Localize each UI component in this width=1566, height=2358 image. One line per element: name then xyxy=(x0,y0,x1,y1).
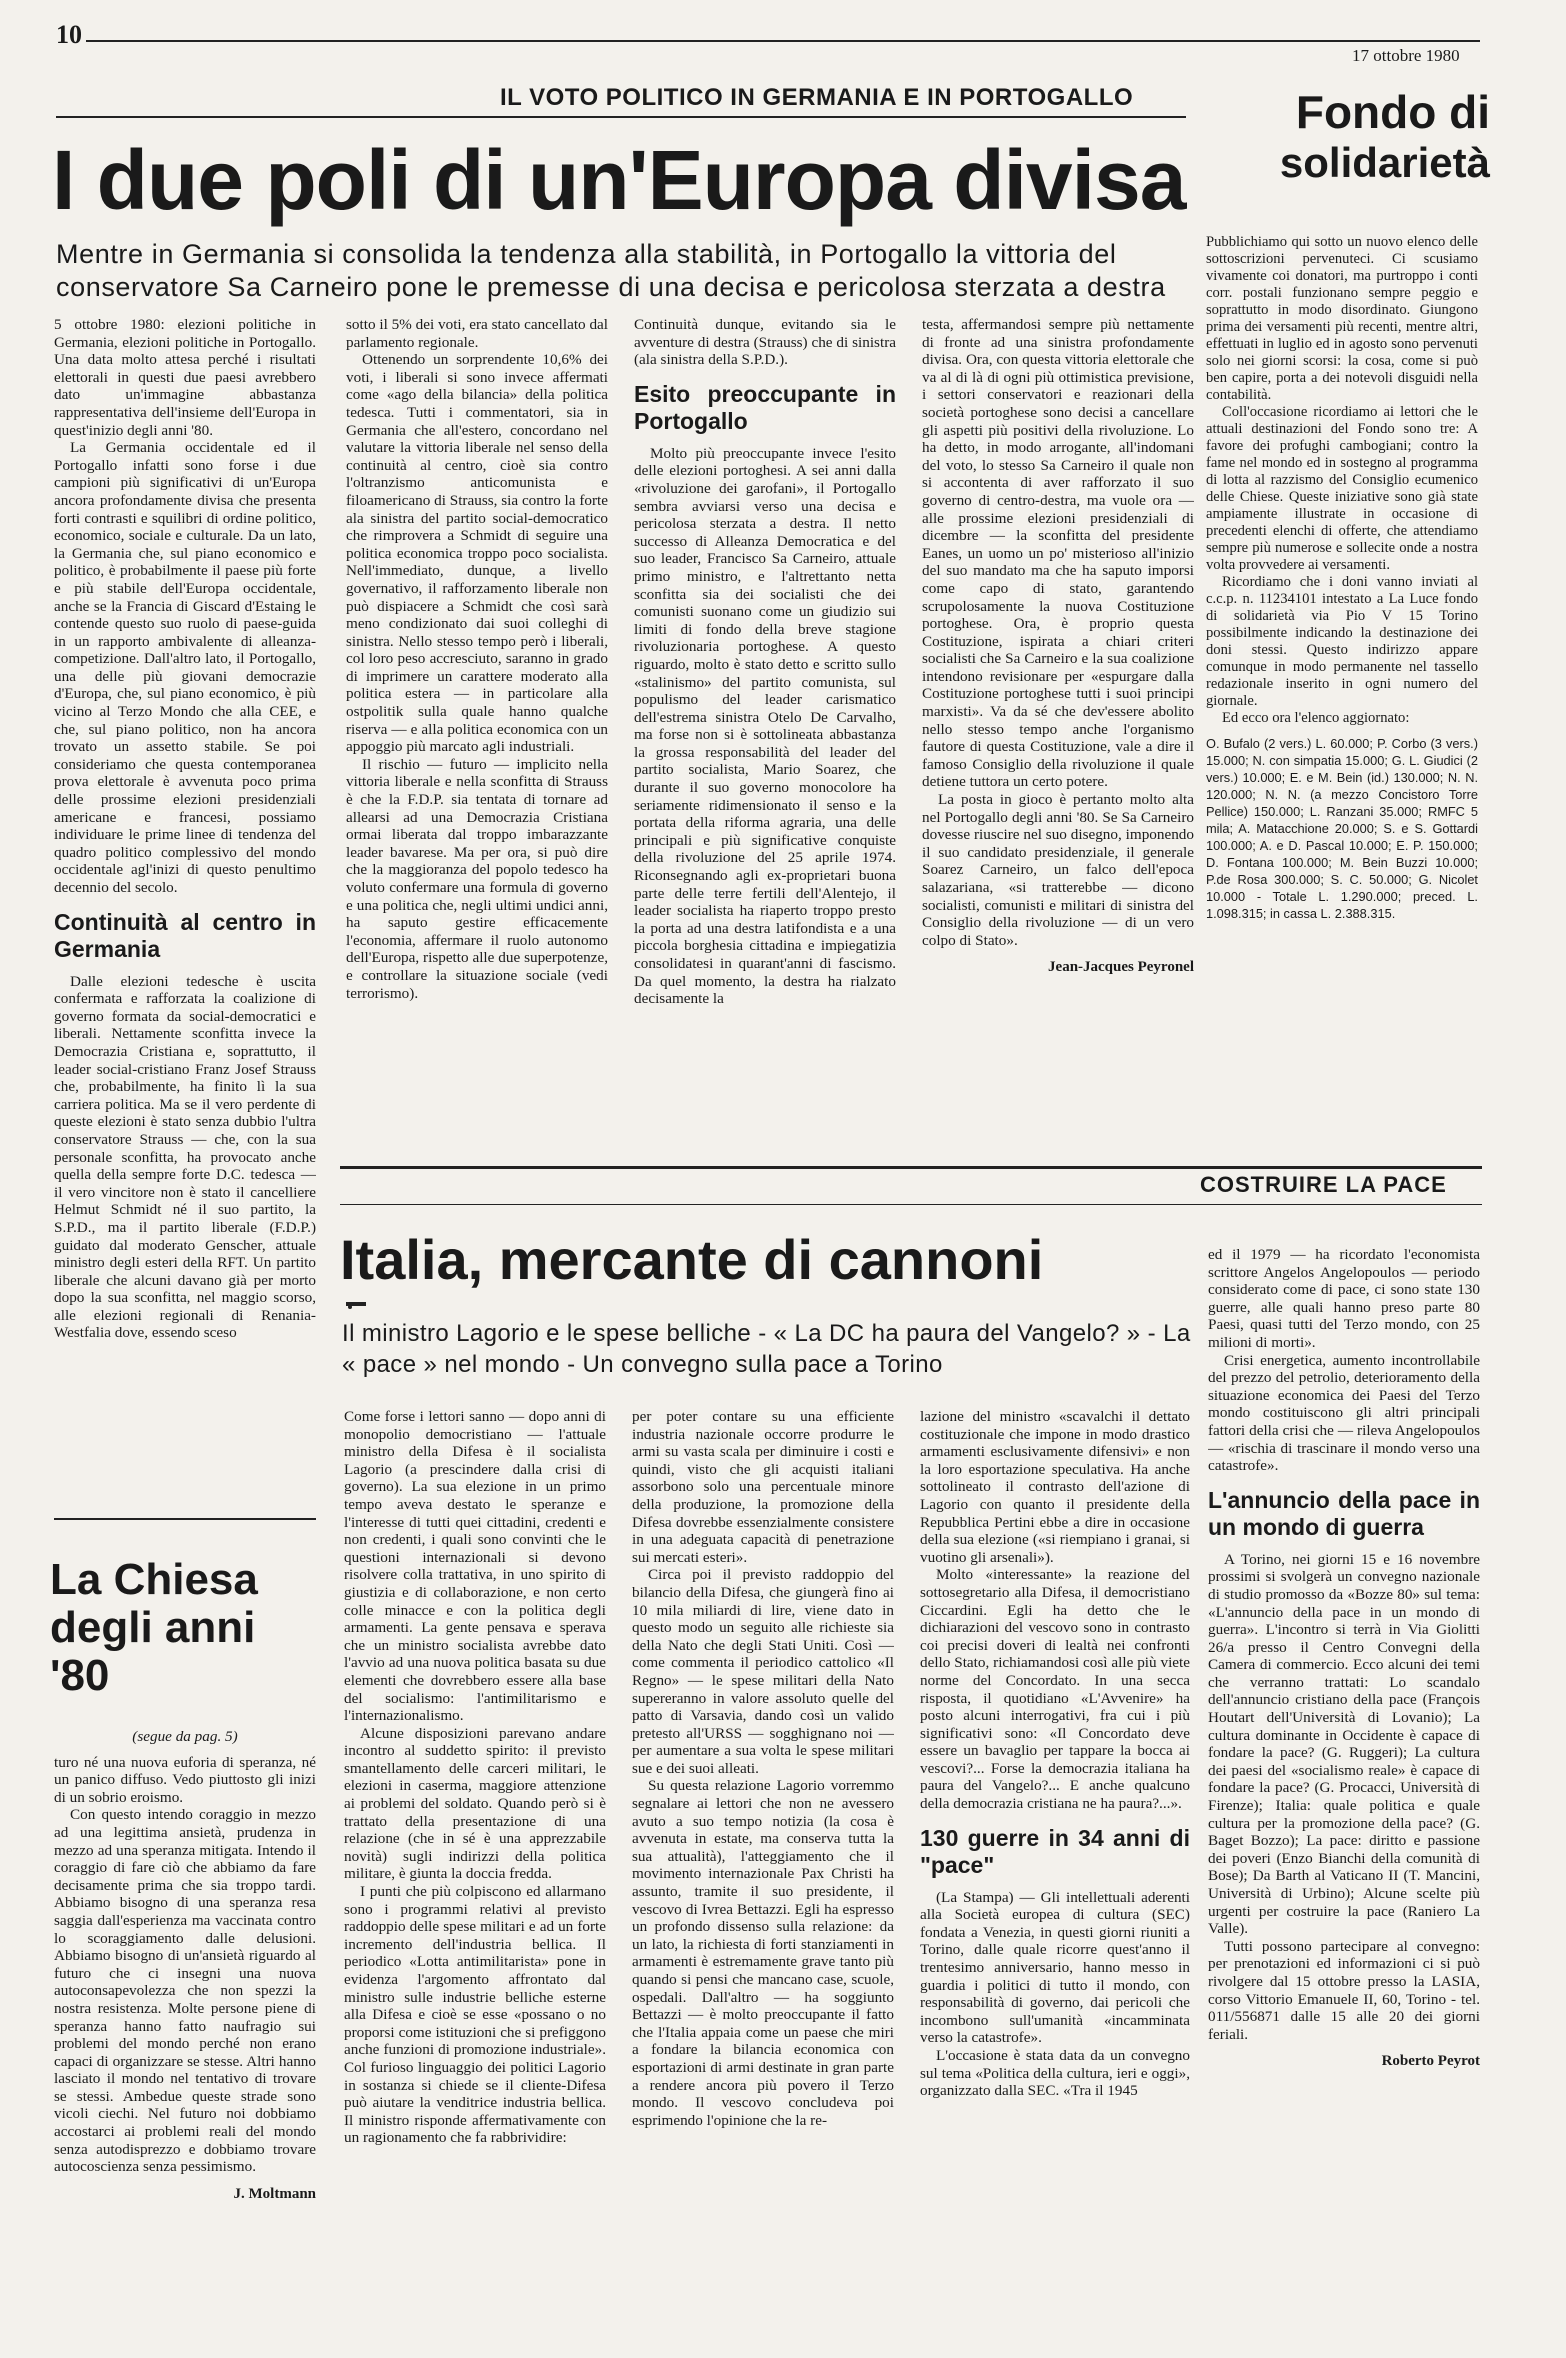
paragraph: Crisi energetica, aumento incontrollabile del prezzo del petrolio, deterioramento della situazione economica dei Paesi del Terzo mondo costituiscono gli altri principali fattori della crisi che — rileva Angelopoulos — «rischia di trascinare il mondo verso una catastrofe». xyxy=(1208,1351,1480,1475)
paragraph: I punti che più colpiscono ed allarmano sono i programmi relativi al previsto raddoppio delle spese militari e ad un forte incremento dell'industria bellica. Il periodico «Lotta antimilitarista» pone in evidenza l'argomento affrontato dal ministro sulle industrie belliche esterne alla Difesa e cioè se esse «possano o no proporsi come istituzioni che si prefiggono anche funzioni di promozione industriale». Col furioso linguaggio dei politici Lagorio in sostanza si chiede se il cliente-Difesa può aiutare la venditrice industria bellica. Il ministro risponde affermativamente con un ragionamento che fa rabbrividire: xyxy=(344,1883,606,2147)
paragraph: La Germania occidentale ed il Portogallo infatti sono forse i due campioni più significativi di un'Europa ancora profondamente divisa che presenta forti contrasti e squilibri di ordine politico, economico, sociale e culturale. Da un lato, la Germania che, sul piano economico e politico, è probabilmente il paese più forte e più stabile dell'Europa occidentale, anche se la Francia di Giscard d'Estaing le contende questo suo ruolo di paese-guida in un rapporto ambivalente di alleanza-competizione. Dall'altro lato, il Portogallo, una delle più giovani democrazie d'Europa, che, sul piano economico, è più vicino al Terzo Mondo che alla CEE, e che, sul piano politico, non ha ancora trovato un assetto stabile. Se poi consideriamo che questa contemporanea prova elettorale è avvenuta poco prima delle prossime elezioni presidenziali americane e francesi, possiamo individuare le prime linee di tendenza del quadro politico complessivo del mondo occidentale agl'inizi di questo penultimo decennio del secolo. xyxy=(54,439,316,896)
paragraph: (La Stampa) — Gli intellettuali aderenti alla Società europea di cultura (SEC) fondata a Venezia, in questi giorni riuniti a Torino, dalle quale ricorre quest'anno il trentesimo anniversario, hanno messo in guardia i politici di tutto il mondo, con responsabilità di governo, dai pericoli che incombono sull'umanità «incamminata verso la catastrofe». xyxy=(920,1888,1190,2047)
subheading: Esito preoccupante in Portogallo xyxy=(634,380,896,434)
paragraph: Tutti possono partecipare al convegno: per prenotazioni ed informazioni ci si può rivolgere dal 15 ottobre presso la LASIA, corso Vittorio Emanuele II, 60, Torino - tel. 011/556871 dalle 15 alle 20 dei giorni feriali. xyxy=(1208,1937,1480,2043)
signature: Jean-Jacques Peyronel xyxy=(1048,959,1194,976)
article2-col2 xyxy=(632,1408,894,2328)
fondo-title-line1: Fondo di xyxy=(1295,86,1490,138)
article1-subhead: Mentre in Germania si consolida la tendenza alla stabilità, in Portogallo la vittoria del conservatore Sa Carneiro pone le premesse di una decisa e pericolosa sterzata a destra xyxy=(56,239,1166,302)
paragraph: Circa poi il previsto raddoppio del bilancio della Difesa, che giungerà fino ai 10 mila miliardi di lire, viene dato in questo modo un seguito alle richieste sia della Nato che degli Stati Uniti. Così — come commenta il periodico cattolico «Il Regno» — le spese militari della Nato supereranno in valore assoluto quelle del patto di Varsavia, dando così un valido pretesto all'URSS — sogghignano noi — per aumentare a sua volta le spese militari sue e dei suoi alleati. xyxy=(632,1566,894,1777)
chiesa-rule xyxy=(54,1518,316,1520)
paragraph: ed il 1979 — ha ricordato l'economista scrittore Angelos Angelopoulos — periodo considerato come di pace, ci sono state 130 guerre, alle quali hanno preso parte 80 Paesi, quasi tutti del Terzo mondo, con 25 milioni di morti». xyxy=(1208,1246,1480,1351)
article1-headline: I due poli di un'Europa divisa xyxy=(52,133,1186,227)
subheading: Continuità al centro in Germania xyxy=(54,908,316,962)
paragraph: L'occasione è stata data da un convegno sul tema «Politica della cultura, ieri e oggi», organizzato dalla SEC. «Tra il 1945 xyxy=(920,2047,1190,2100)
paragraph: Coll'occasione ricordiamo ai lettori che le attuali destinazioni del Fondo sono tre: A favore dei profughi cambogiani; contro la fame nel mondo ed in sostegno al programma di lotta al razzismo del Consiglio ecumenico delle Chiese. Queste iniziative sono già state ampiamente illustrate in occasione di precedenti elenchi di offerte, che attendiamo sempre più numerose e sollecite onde a nostra volta provvedere ai versamenti. xyxy=(1206,404,1478,573)
kicker-rule xyxy=(56,116,1186,118)
subheading: L'annuncio della pace in un mondo di guerra xyxy=(1208,1486,1480,1540)
continuation-note: (segue da pag. 5) xyxy=(132,1728,238,1745)
paragraph: Pubblichiamo qui sotto un nuovo elenco delle sottoscrizioni pervenuteci. Ci scusiamo vivamente coi donatori, ma purtroppo i conti corr. postali funzionano sempre peggio e soprattutto in modo disordinato. Giungono prima dei versamenti più recenti, mentre altri, effettuati in luglio ed in agosto sono pervenuti solo nei giorni scorsi: la cosa, come si può ben capire, porta a dei notevoli disguidi nella contabilità. xyxy=(1206,234,1478,403)
article1-col1 xyxy=(54,316,316,1516)
paragraph: Continuità dunque, evitando sia le avventure di destra (Strauss) che di sinistra (ala sinistra della S.P.D.). xyxy=(634,316,896,369)
article2-col3 xyxy=(920,1408,1190,2328)
signature: Roberto Peyrot xyxy=(1381,2053,1480,2070)
article2-subhead: Il ministro Lagorio e le spese belliche - « La DC ha paura del Vangelo? » - La « pace » nel mondo - Un convegno sulla pace a Torino xyxy=(342,1320,1191,1378)
article1-col2 xyxy=(346,316,608,1136)
paragraph: Ed ecco ora l'elenco aggiornato: xyxy=(1222,710,1410,726)
article1-col3 xyxy=(634,316,896,1136)
section-rule xyxy=(340,1166,1482,1169)
fondo-title-line2: solidarietà xyxy=(1279,139,1490,186)
paragraph: testa, affermandosi sempre più nettamente di fronte ad una sinistra profondamente divisa. Ora, con questa vittoria elettorale che va al di là di ogni più ottimistica previsione, i settori conservatori e reazionari della società portoghese sono decisi a cancellare gli aspetti più positivi della rivoluzione. Lo ha detto, in modo arrogante, all'indomani del voto, lo stesso Sa Carneiro il quale non si accontenta di aver rafforzato il suo governo di centro-destra, ma vuole ora — alle prossime elezioni presidenziali di dicembre — la sconfitta del presidente Eanes, un uomo un po' misterioso all'inizio del suo mandato ma che ha saputo imporsi come capo di stato, garantendo scrupolosamente la nuova Costituzione portoghese. Ora, è proprio questa Costituzione, ispirata a chiari criteri socialisti che Sa Carneiro e la sua coalizione intendono revisionare per «espurgare dalla Costituzione portoghese tutti i suoi principi marxisti». Va da sé che dev'essere abolito nello stesso tempo anche l'organismo fautore di questa Costituzione, vale a dire il famoso Consiglio della rivoluzione il quale detiene tuttora un certo potere. xyxy=(922,316,1194,791)
article2-kicker: COSTRUIRE LA PACE xyxy=(1200,1172,1447,1197)
article1-col4 xyxy=(922,316,1194,1136)
fondo-title xyxy=(1210,86,1490,188)
article2-headline: Italia, mercante di cannoni xyxy=(340,1228,1044,1291)
fondo-body xyxy=(1206,234,1478,1134)
signature: J. Moltmann xyxy=(233,2185,316,2202)
paragraph: Dalle elezioni tedesche è uscita confermata e rafforzata la coalizione di governo formata da social-democratici e liberali. Nettamente sconfitta invece la Democrazia Cristiana e, soprattutto, il leader social-cristiano Franz Josef Strauss che, probabilmente, ha finito lì la sua carriera politica. Ma se il vero perdente di queste elezioni è stato senza dubbio l'ultra conservatore Strauss — che, con la sua personale sconfitta, ha provocato anche quella della sempre forte D.C. tedesca — il vero vincitore non è stato il cancelliere Helmut Schmidt né il suo partito, la S.P.D., ma il partito liberale (F.D.P.) guidato dal moderato Genscher, attuale ministro degli esteri della RFT. Un partito liberale che alcuni davano già per morto dopo la sua sconfitta, nel maggio scorso, alle elezioni regionali di Renania-Westfalia dove, essendo sceso xyxy=(54,972,316,1342)
paragraph: Ottenendo un sorprendente 10,6% dei voti, i liberali si sono invece affermati come «ago della bilancia» della politica tedesca. Tutti i commentatori, sia in Germania che all'estero, concordano nel valutare la vittoria liberale nel senso della continuità al centro, cioè sia contro l'oltranzismo anticomunista e filoamericano di Strauss, sia contro la forte ala sinistra del partito social-democratico che rimprovera a Schmidt di seguire una politica economica troppo poco socialista. Nell'immediato, dunque, a livello governativo, il rafforzamento liberale non può dispiacere a Schmidt che così sarà meno condizionato dai suoi colleghi di sinistra. Nello stesso tempo però i liberali, col loro peso accresciuto, saranno in grado di imprimere un carattere moderato alla politica estera — in particolare alla ostpolitik sulla quale hanno qualche riserva — e alla politica economica con un appoggio più marcato agli industriali. xyxy=(346,351,608,756)
paragraph: A Torino, nei giorni 15 e 16 novembre prossimi si svolgerà un convegno nazionale di studio promosso da «Bozze 80» sul tema: «L'annuncio della pace in un mondo di guerra». L'incontro si terrà in Via Giolitti 26/a presso il Centro Convegni della Camera di commercio. Ecco alcuni dei temi che verranno trattati: Lo scandalo dell'annuncio cristiano della pace (François Houtart dell'Università di Lovanio); La cultura dominante in Occidente è capace di fondare la pace? (G. Ruggeri); La cultura dei paesi del «socialismo reale» è capace di fondare la pace? (G. Procacci, Università di Firenze); Italia: quale politica e quale cultura per la promozione della pace? (G. Baget Bozzo); La pace: diritto e passione dei poveri (Enzo Bianchi della comunità di Bose); Da Barth al Vaticano II (T. Mancini, Università di Urbino); Alcune scelte più urgenti per costruire la pace (Raniero La Valle). xyxy=(1208,1550,1480,1938)
paragraph: Con questo intendo coraggio in mezzo ad una legittima ansietà, prudenza in mezzo ad una speranza mitigata. Intendo il coraggio di fare ciò che abbiamo da fare decisamente prima che sia troppo tardi. Abbiamo bisogno di una speranza resa saggia dall'esperienza ma vaccinata contro lo scoraggiamento dalle delusioni. Abbiamo bisogno di un'ansietà riguardo al futuro che ci insegni una nuova autoconsapevolezza che non spezzi la nostra resistenza. Molte persone piene di speranza hanno fatto naufragio sui problemi del mondo perché non erano capaci di organizzare se stesse. Altri hanno lasciato il mondo nel tentativo di trovare se stessi. Ambedue queste strade sono vicoli ciechi. Nel futuro noi dobbiamo accostarci ai problemi reali del mondo senza autodisprezzo e dobbiamo trovare autocoscienza senza pessimismo. xyxy=(54,1806,316,2176)
paragraph: Il rischio — futuro — implicito nella vittoria liberale e nella sconfitta di Strauss è che la F.D.P. sia tentata di tornare ad allearsi ad una Democrazia Cristiana ormai liberata dal troppo imbarazzante leader bavarese. Ma per ora, si può dire che la maggioranza del popolo tedesco ha voluto confermare una formula di governo e una politica che, negli ultimi undici anni, ha saputo gestire efficacemente l'economia, affermare il ruolo autonomo dell'Europa, rispetto alle due superpotenze, e controllare la situazione sociale (vedi terrorismo). xyxy=(346,755,608,1002)
subheading: 130 guerre in 34 anni di "pace" xyxy=(920,1824,1190,1878)
paragraph: 5 ottobre 1980: elezioni politiche in Germania, elezioni politiche in Portogallo. Una data molto attesa perché i risultati elettorali in questi due paesi avrebbero dato un'immagine abbastanza rappresentativa dell'insieme dell'Europa in quest'inizio degli anni '80. xyxy=(54,316,316,439)
paragraph: turo né una nuova euforia di speranza, né un panico diffuso. Vedo piuttosto gli inizi di un sobrio eroismo. xyxy=(54,1753,316,1806)
donor-list: O. Bufalo (2 vers.) L. 60.000; P. Corbo (3 vers.) 15.000; N. con simpatia 15.000; G. L. Giudici (2 vers.) 10.000; E. e M. Bein (id.) 130.000; N. N. 120.000; N. N. (a mezzo Concistoro Torre Pellice) 150.000; L. Ranzani 35.000; RMFC 5 mila; A. Matacchione 20.000; S. e S. Gottardi 100.000; A. e D. Pascal 10.000; E. P. 150.000; D. Fontana 100.000; M. Bein Buzzi 10.000; P.de Rosa 300.000; S. C. 50.000; G. Nicolet 10.000 - Totale L. 1.290.000; preced. L. 1.098.315; in cassa L. 2.388.315. xyxy=(1206,736,1478,921)
chiesa-title: La Chiesa degli anni '80 xyxy=(50,1555,258,1700)
paragraph: Molto «interessante» la reazione del sottosegretario alla Difesa, il democristiano Ciccardini. Egli ha detto che le dichiarazioni del vescovo sono in contrasto coi precisi doveri di lealtà nei confronti dello Stato, richiamandosi così alle più viete norme del Concordato. In una secca risposta, il quotidiano «L'Avvenire» ha posto alcuni interrogativi, fra cui i più significativi sono: «Il Concordato deve essere un bavaglio per tappare la bocca ai vescovi?... Forse la democrazia italiana ha paura del Vangelo?... E anche qualcuno della democrazia cristiana ne ha paura?...». xyxy=(920,1566,1190,1813)
paragraph: Alcune disposizioni parevano andare incontro al suddetto spirito: il previsto smantellamento delle carceri militari, le elezioni in caserma, maggiore attenzione ai problemi del soldato. Quando però si è trattato della presentazione di una relazione (che in sé è una apprezzabile novità) sugli indirizzi della politica militare, è giunta la doccia fredda. xyxy=(344,1724,606,1883)
kicker-rule-2 xyxy=(340,1204,1482,1205)
header-rule xyxy=(86,40,1480,42)
paragraph: La posta in gioco è pertanto molto alta nel Portogallo degli anni '80. Se Sa Carneiro dovesse riuscire nel suo disegno, imponendo il suo candidato presidenziale, il generale Soarez Carneiro, un falco dell'epoca salazariana, «si tratterebbe — dicono socialisti, comunisti e militari di sinistra del Consiglio della rivoluzione — di un vero colpo di Stato». xyxy=(922,791,1194,949)
paragraph: sotto il 5% dei voti, era stato cancellato dal parlamento regionale. xyxy=(346,316,608,351)
paragraph: lazione del ministro «scavalchi il dettato costituzionale che impone in modo drastico armamenti esclusivamente difensivi» e non la loro esportazione speculativa. Ha anche sottolineato il contrasto dell'azione di Lagorio con quanto il presidente della Repubblica Pertini ebbe a dire in occasione della sua elezione («si riempiano i granai, si vuotino gli arsenali»). xyxy=(920,1408,1190,1566)
article2-col1 xyxy=(344,1408,606,2328)
paragraph: Come forse i lettori sanno — dopo anni di monopolio democristiano — l'attuale ministro della Difesa è il socialista Lagorio (a prescindere dalla crisi di governo). La sua elezione in un primo tempo aveva destato le speranze e l'interesse di tutti quei cittadini, credenti e non credenti, i quali sono convinti che le questioni internazionali si devono risolvere colla trattativa, in uno spirito di giustizia e di collaborazione, e non certo colle minacce e con la politica degli armamenti. La gente pensava e sperava che un ministro socialista avrebbe dato l'avvio ad una nuova politica basata su due elementi che dovrebbero essere alla base del socialismo: l'antimilitarismo e l'internazionalismo. xyxy=(344,1408,606,1725)
header-date: 17 ottobre 1980 xyxy=(1352,46,1460,65)
paragraph: Ricordiamo che i doni vanno inviati al c.c.p. n. 11234101 intestato a La Luce fondo di solidarietà via Pio V 15 Torino possibilmente indicando la destinazione dei doni stessi. Questo indirizzo appare comunque in modo permanente nel tassello redazionale inserito in ogni numero del giornale. xyxy=(1206,574,1478,709)
page-number: 10 xyxy=(56,20,82,49)
article1-kicker: IL VOTO POLITICO IN GERMANIA E IN PORTOGALLO xyxy=(500,84,1134,111)
paragraph: Su questa relazione Lagorio vorremmo segnalare ai lettori che non ne avessero avuto a suo tempo notizia (la cosa è avvenuta in estate, ma conserva tutta la sua attualità), l'atteggiamento che il movimento internazionale Pax Christi ha assunto, tramite il suo presidente, il vescovo di Ivrea Bettazzi. Egli ha espresso un profondo dissenso sulla relazione: da un lato, la richiesta di forti stanziamenti in armamenti è estremamente grave tanto più quando si pensi che mancano case, scuole, ospedali. Dall'altro — ha soggiunto Bettazzi — è molto preoccupante il fatto che l'Italia appaia come un paese che miri a fondare la bilancia economica con esportazioni di armi destinate in gran parte a rendere ancora più povero il Terzo mondo. Il vescovo concludeva poi esprimendo l'opinione che la re- xyxy=(632,1777,894,2129)
article2-cannon-icon xyxy=(344,1296,374,1306)
paragraph: Molto più preoccupante invece l'esito delle elezioni portoghesi. A sei anni dalla «rivoluzione dei garofani», il Portogallo sembra avviarsi verso una decisa e pericolosa sterzata a destra. Il netto successo di Alleanza Democratica e del suo leader, Francisco Sa Carneiro, attuale primo ministro, e l'altrettanto netta sconfitta sia dei socialisti che dei comunisti suonano come un giudizio sui limiti di fondo della breve stagione rivoluzionaria portoghese. A questo riguardo, molto è stato detto e scritto sullo «stalinismo» del partito comunista, sul populismo del leader carismatico dell'estrema sinistra Otelo De Carvalho, ma forse non si è sottolineata abbastanza la grossa responsabilità del leader del partito socialista, Mario Soarez, che durante il suo governo monocolore ha seriamente ridimensionato il senso e la portata della riforma agraria, una delle principali e più significative conquiste della rivoluzione del 25 aprile 1974. Riconsegnando agli ex-proprietari buona parte delle terre fertili dell'Alentejo, il leader socialista ha riaperto troppo presto la porta ad una destra latifondista e a una piccola borghesia cittadina e impiegatizia consolidatesi in quarant'anni di fascismo. Da quel momento, la destra ha rialzato decisamente la xyxy=(634,444,896,1008)
article2-col4 xyxy=(1208,1246,1480,2336)
chiesa-body xyxy=(54,1722,316,2332)
paragraph: per poter contare su una efficiente industria nazionale occorre produrre le armi su vasta scala per diminuire i costi e quindi, visto che gli acquisti italiani assorbono solo una percentuale minore della produzione, la promozione della Difesa dovrebbe essenzialmente consistere in una adeguata capacità di penetrazione sui mercati esteri». xyxy=(632,1408,894,1566)
